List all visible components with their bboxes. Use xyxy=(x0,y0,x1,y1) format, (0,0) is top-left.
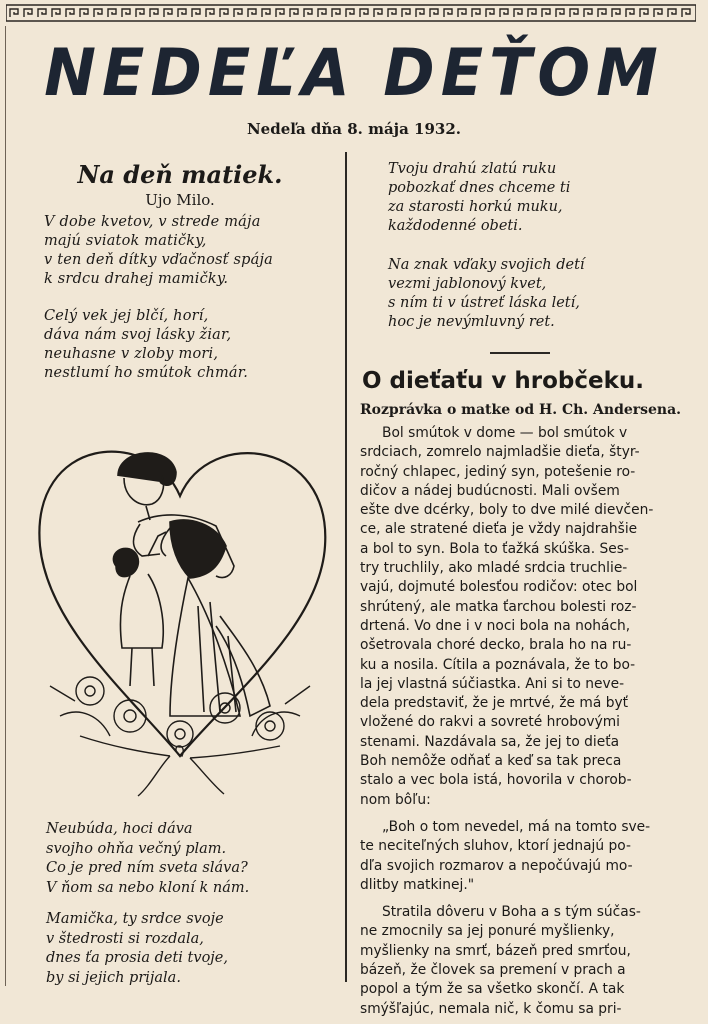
story-line: shrútený, ale matka ťarchou bolesti roz- xyxy=(360,598,637,615)
page-edge-rule xyxy=(5,26,6,986)
story-line: ročný chlapec, jediný syn, potešenie ro- xyxy=(360,463,636,480)
story-line: dľa svojich rozmarov a nepočúvajú mo- xyxy=(360,857,633,874)
story-line: Bol smútok v dome — bol smútok v xyxy=(382,425,628,441)
column-divider xyxy=(345,152,347,982)
story-line: smýšľajúc, nemala nič, k čomu sa pri- xyxy=(360,1000,622,1017)
story-line: ešte dve dcérky, boly to dve milé dievčen- xyxy=(360,502,654,519)
poem-stanza-2: Celý vek jej blčí, horí, dáva nám svoj lásky žiar, neuhasne v zloby mori, nestlumí ho smútok chmár. xyxy=(44,308,249,381)
story-line: ce, ale stratené dieťa je vždy najdrahšie xyxy=(360,521,638,538)
story-title: O dieťaťu v hrobčeku. xyxy=(362,368,645,394)
story-line: stenami. Nazdávala sa, že jej to dieťa xyxy=(360,733,620,750)
story-line: la jej vlastná súčiastka. Ani si to neve- xyxy=(360,675,625,692)
story-line: ne zmocnily sa jej ponuré myšlienky, xyxy=(360,923,615,940)
story-line: bázeň, že človek sa premení v prach a xyxy=(360,962,626,979)
poem-stanza-1: V dobe kvetov, v strede mája majú sviatok matičky, v ten deň dítky vďačnosť spája k srdcu drahej mamičky. xyxy=(44,214,273,287)
story-line: nom bôľu: xyxy=(360,791,431,808)
dateline: Nedeľa dňa 8. mája 1932. xyxy=(246,120,462,138)
story-line: ošetrovala choré decko, brala ho na ru- xyxy=(360,637,632,654)
story-line: te neciteľných sluhov, ktorí jednajú po- xyxy=(360,838,631,855)
poem-stanza-5: Tvoju drahú zlatú ruku pobozkať dnes chceme ti za starosti horkú muku, každodenné obeti. xyxy=(388,161,571,234)
story-line: dičov a nádej budúcnosti. Mali ovšem xyxy=(360,482,620,499)
story-line: stalo a vec bola istá, hovorila v chorob- xyxy=(360,772,632,789)
story-line: myšlienky na smrť, bázeň pred smrťou, xyxy=(360,942,631,959)
story-line: ku a nosila. Cítila a poznávala, že to bo- xyxy=(360,656,636,673)
story-line: srdciach, zomrelo najmladšie dieťa, štyr- xyxy=(360,444,640,461)
poem-stanza-4: Mamička, ty srdce svoje v štedrosti si rozdala, dnes ťa prosia deti tvoje, by si jejich prijala. xyxy=(46,911,228,986)
story-column xyxy=(352,154,688,1019)
story-line: Boh nemôže odňať a keď sa tak preca xyxy=(360,753,622,770)
story-line: a bol to syn. Bola to ťažká skúška. Ses- xyxy=(360,540,629,557)
mother-child-heart-illustration xyxy=(20,416,340,816)
story-body xyxy=(360,424,686,1019)
story-line: vajú, dojmuté bolesťou rodičov: otec bol xyxy=(360,579,638,596)
story-line: drtená. Vo dne i v noci bola na nohách, xyxy=(360,617,631,634)
story-quote xyxy=(360,818,686,895)
poem-stanza-3: Neubúda, hoci dáva svojho ohňa večný plam. Co je pred ním sveta sláva? V ňom sa nebo kloní k nám. xyxy=(46,821,250,896)
story-line: Stratila dôveru v Boha a s tým súčas- xyxy=(382,904,641,921)
story-line: dlitby matkinej." xyxy=(360,876,475,893)
poem-stanza-6: Na znak vďaky svojich detí vezmi jablonový kvet, s ním ti v ústreť láska letí, hoc je nevýmluvný ret. xyxy=(388,257,585,330)
story-line: dela predstaviť, že je mrtvé, že má byť xyxy=(360,695,629,712)
story-line: vložené do rakvi a sovreté hrobovými xyxy=(360,714,621,731)
section-rule xyxy=(490,352,550,354)
poem-title: Na deň matiek. xyxy=(77,160,283,189)
story-line: popol a tým že sa všetko skončí. A tak xyxy=(360,981,625,998)
ornamental-border xyxy=(6,4,696,22)
story-line: „Boh o tom nevedel, má na tomto sve- xyxy=(382,818,651,835)
poem-author: Ujo Milo. xyxy=(145,191,215,209)
poem-column xyxy=(20,154,340,986)
masthead: NEDEĽA DEŤOM xyxy=(44,34,664,111)
story-subtitle: Rozprávka o matke od H. Ch. Andersena. xyxy=(360,402,682,418)
story-line: try truchlily, ako mladé srdcia truchlie- xyxy=(360,560,628,577)
